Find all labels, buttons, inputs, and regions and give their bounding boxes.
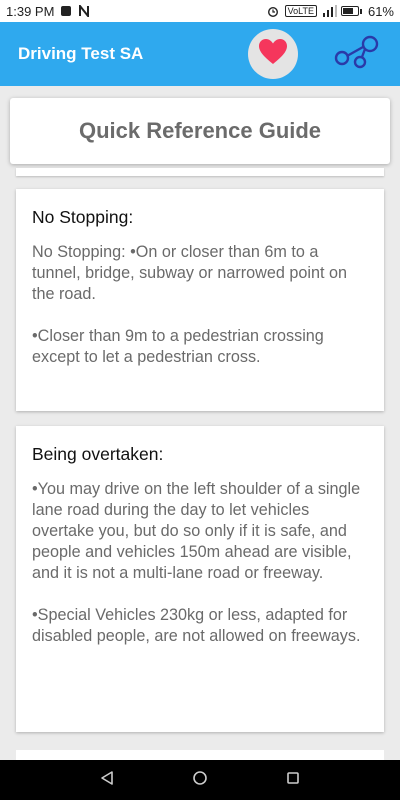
- card-title: No Stopping:: [32, 207, 134, 227]
- card-body: •You may drive on the left shoulder of a single lane road during the day to let vehicles overtake you, but do so only if it is safe, and people and vehicles 150m ahead are visible, and it is not a multi-lane road or freeway. •Special Vehicles 230kg or less, adapted for disabled people, are not allowed on freeways.: [32, 480, 361, 645]
- alarm-icon: [267, 5, 279, 17]
- system-nav-bar: [0, 760, 400, 800]
- home-circle-icon: [192, 770, 208, 791]
- back-triangle-icon: [99, 770, 115, 791]
- battery-percent: 61%: [367, 3, 394, 19]
- status-bar: [0, 0, 400, 22]
- recents-square-icon: [285, 770, 301, 791]
- content-area[interactable]: [0, 86, 400, 760]
- favorite-button[interactable]: [248, 29, 298, 79]
- nav-recents-button[interactable]: [281, 768, 305, 792]
- nav-home-button[interactable]: [188, 768, 212, 792]
- signal-icon: [323, 5, 335, 17]
- notification-square-icon: [60, 5, 72, 17]
- volte-badge: VoLTE: [285, 5, 317, 17]
- page-title: Quick Reference Guide: [10, 98, 390, 164]
- app-title: Driving Test SA: [18, 44, 144, 63]
- card-no-stopping[interactable]: [16, 189, 384, 411]
- card-title: Being overtaken:: [32, 444, 164, 464]
- heart-icon: [258, 38, 288, 71]
- nav-back-button[interactable]: [95, 768, 119, 792]
- card-being-overtaken[interactable]: [16, 426, 384, 732]
- app-bar: [0, 22, 400, 86]
- card-body: No Stopping: •On or closer than 6m to a tunnel, bridge, subway or narrowed point on the road. •Closer than 9m to a pedestrian crossing except to let a pedestrian cross.: [32, 243, 347, 366]
- list-item-partial: [16, 750, 384, 760]
- status-time: 1:39 PM: [6, 3, 55, 19]
- share-icon: [334, 34, 380, 75]
- share-button[interactable]: [332, 29, 382, 79]
- n-notification-icon: [78, 5, 90, 17]
- battery-icon: [341, 6, 362, 16]
- list-item-partial: [16, 168, 384, 176]
